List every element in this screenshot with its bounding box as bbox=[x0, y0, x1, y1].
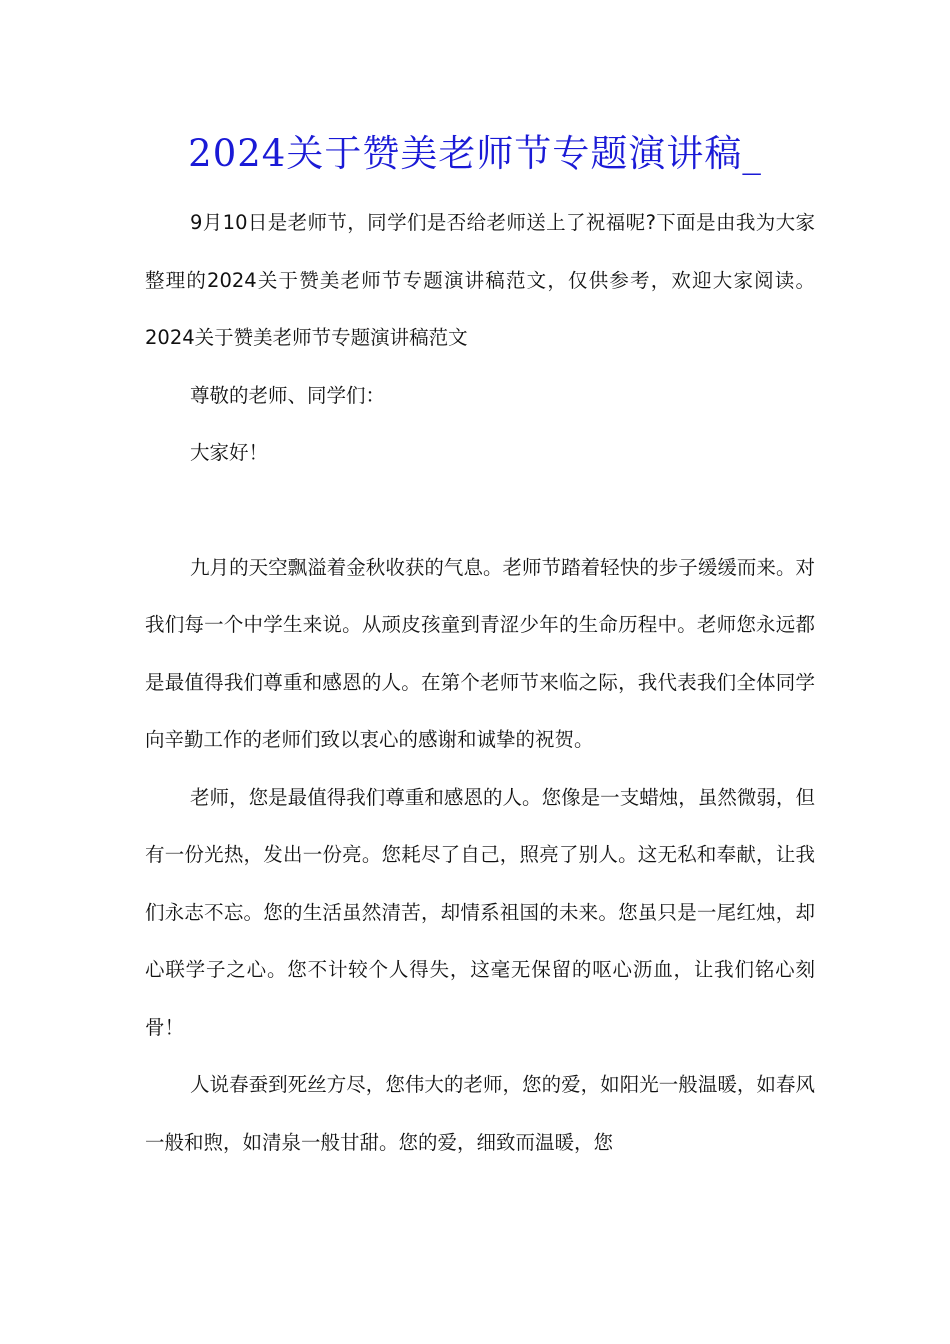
body-paragraph: 老师，您是最值得我们尊重和感恩的人。您像是一支蜡烛，虽然微弱，但有一份光热，发出一份亮。您耗尽了自己，照亮了别人。这无私和奉献，让我们永志不忘。您的生活虽然清苦，却情系祖国的未来。您虽只是一尾红烛，却心联学子之心。您不计较个人得失，这毫无保留的呕心沥血，让我们铭心刻骨！ bbox=[145, 785, 815, 1039]
body-paragraph: 九月的天空飘溢着金秋收获的气息。老师节踏着轻快的步子缓缓而来。对我们每一个中学生来说。从顽皮孩童到青涩少年的生命历程中。老师您永远都是最值得我们尊重和感恩的人。在第个老师节来临之际，我代表我们全体同学向辛勤工作的老师们致以衷心的感谢和诚挚的祝贺。 bbox=[145, 555, 815, 751]
document-body bbox=[145, 194, 815, 1171]
greeting-paragraph: 大家好！ bbox=[190, 441, 269, 464]
intro-paragraph: 9月10日是老师节，同学们是否给老师送上了祝福呢?下面是由我为大家整理的2024关于赞美老师节专题演讲稿范文，仅供参考，欢迎大家阅读。2024关于赞美老师节专题演讲稿范文 bbox=[145, 211, 815, 349]
document-title: 2024关于赞美老师节专题演讲稿_ bbox=[188, 132, 762, 175]
salutation-paragraph: 尊敬的老师、同学们： bbox=[190, 383, 386, 407]
body-paragraph: 人说春蚕到死丝方尽，您伟大的老师，您的爱，如阳光一般温暖，如春风一般和煦，如清泉一般甘甜。您的爱，细致而温暖，您 bbox=[145, 1073, 815, 1154]
